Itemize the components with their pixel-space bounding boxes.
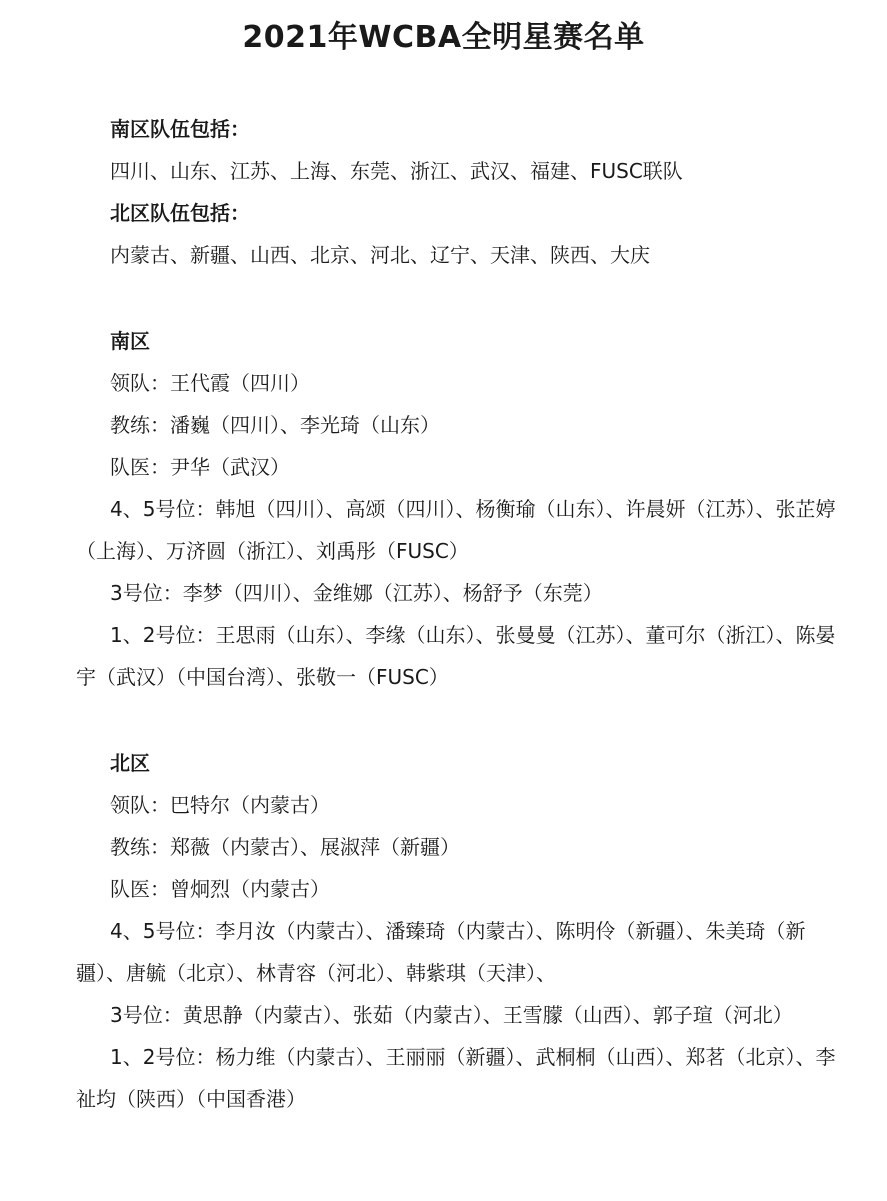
team-groups-section bbox=[76, 108, 836, 276]
section-spacer bbox=[76, 698, 836, 742]
south-doctor: 队医：尹华（武汉） bbox=[110, 455, 290, 479]
page-title: 2021年WCBA全明星赛名单 bbox=[242, 20, 645, 55]
south-coach: 教练：潘巍（四川）、李光琦（山东） bbox=[110, 413, 440, 437]
south-teams-list: 四川、山东、江苏、上海、东莞、浙江、武汉、福建、FUSC联队 bbox=[110, 159, 683, 183]
south-roster-section bbox=[76, 320, 836, 698]
south-position-3: 3号位：李梦（四川）、金维娜（江苏）、杨舒予（东莞） bbox=[110, 581, 603, 605]
north-roster-section bbox=[76, 742, 836, 1120]
south-leader: 领队：王代霞（四川） bbox=[110, 371, 310, 395]
north-doctor: 队医：曾炯烈（内蒙古） bbox=[110, 877, 330, 901]
south-position-12: 1、2号位：王思雨（山东）、李缘（山东）、张曼曼（江苏）、董可尔（浙江）、陈晏宇（武汉）（中国台湾）、张敬一（FUSC） bbox=[76, 623, 836, 689]
north-coach: 教练：郑薇（内蒙古）、展淑萍（新疆） bbox=[110, 835, 460, 859]
north-teams-list: 内蒙古、新疆、山西、北京、河北、辽宁、天津、陕西、大庆 bbox=[110, 243, 650, 267]
south-position-45: 4、5号位：韩旭（四川）、高颂（四川）、杨衡瑜（山东）、许晨妍（江苏）、张芷婷（上海）、万济圆（浙江）、刘禹彤（FUSC） bbox=[76, 497, 836, 563]
north-leader: 领队：巴特尔（内蒙古） bbox=[110, 793, 330, 817]
document-body bbox=[76, 108, 836, 1120]
south-heading: 南区 bbox=[110, 329, 150, 353]
north-position-3: 3号位：黄思静（内蒙古）、张茹（内蒙古）、王雪朦（山西）、郭子瑄（河北） bbox=[110, 1003, 793, 1027]
north-position-45: 4、5号位：李月汝（内蒙古）、潘臻琦（内蒙古）、陈明伶（新疆）、朱美琦（新疆）、唐毓（北京）、林青容（河北）、韩紫琪（天津）、 bbox=[76, 919, 806, 985]
north-heading: 北区 bbox=[110, 751, 150, 775]
section-spacer bbox=[76, 276, 836, 320]
north-teams-heading: 北区队伍包括： bbox=[110, 201, 250, 225]
south-teams-heading: 南区队伍包括： bbox=[110, 117, 250, 141]
north-position-12: 1、2号位：杨力维（内蒙古）、王丽丽（新疆）、武桐桐（山西）、郑茗（北京）、李祉均（陕西）（中国香港） bbox=[76, 1045, 836, 1111]
